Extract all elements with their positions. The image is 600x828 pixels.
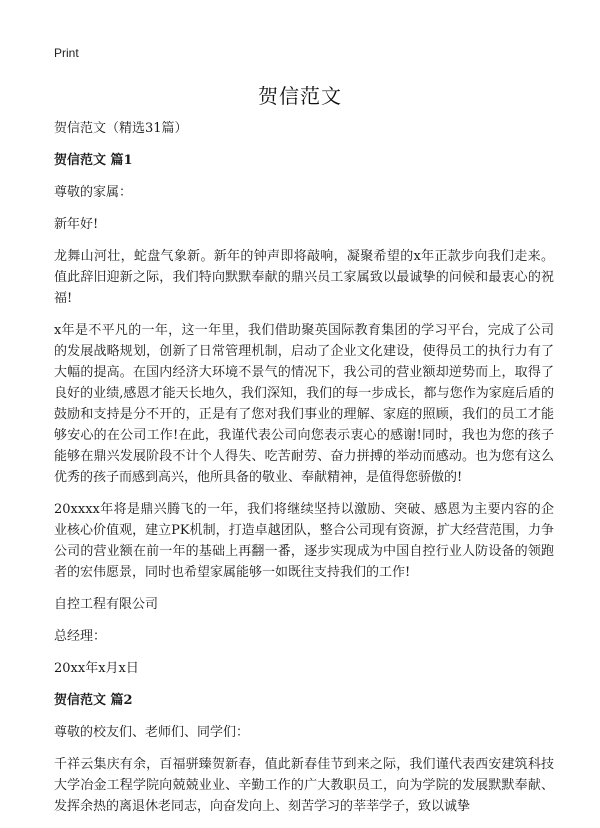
document-title: 贺信范文: [258, 84, 342, 108]
section-heading-2: 贺信范文 篇2: [54, 693, 133, 708]
section-heading-1: 贺信范文 篇1: [54, 153, 133, 168]
document-body: [54, 118, 554, 828]
paragraph-2-1: 千祥云集庆有余，百福骈臻贺新春，值此新春佳节到来之际，我们谨代表西安建筑科技大学冶金工程学院向兢兢业业、辛勤工作的广大教职员工，向为学院的发展默默奉献、发挥余热的离退休老同志，向奋发向上、刻苦学习的莘莘学子，致以诚挚: [54, 757, 554, 814]
print-label: Print: [54, 46, 79, 60]
company-signature: 自控工程有限公司: [54, 597, 159, 612]
greeting-2: 尊敬的校友们、老师们、同学们：: [54, 725, 250, 740]
paragraph-1-3: 20xxxx年将是鼎兴腾飞的一年，我们将继续坚持以激励、突破、感恩为主要内容的企业核心价值观，建立PK机制，打造卓越团队，整合公司现有资源，扩大经营范围，力争公司的营业额在前一年的基础上再翻一番，逐步实现成为中国自控行业人防设备的领跑者的宏伟愿景，同时也希望家属能够一如既往支持我们的工作!: [54, 502, 554, 580]
paragraph-1-2: x年是不平凡的一年，这一年里，我们借助聚英国际教育集团的学习平台，完成了公司的发展战略规划，创新了日常管理机制，启动了企业文化建设，使得员工的执行力有了大幅的提高。在国内经济大环境不景气的情况下，我公司的营业额却逆势而上，取得了良好的业绩,感恩才能天长地久，我们深知，我们的每一步成长，都与您作为家庭后盾的鼓励和支持是分不开的，正是有了您对我们事业的理解、家庭的照顾，我们的员工才能够安心的在公司工作!在此，我谨代表公司向您表示衷心的感谢!同时，我也为您的孩子能够在鼎兴发展阶段不计个人得失、吃苦耐劳、奋力拼搏的举动而感动。也为您有这么优秀的孩子而感到高兴，他所具备的敬业、奉献精神，是值得您骄傲的!: [54, 323, 554, 485]
letter-date: 20xx年x月x日: [54, 661, 139, 676]
greeting-1: 尊敬的家属：: [54, 185, 133, 200]
manager-signature: 总经理：: [54, 629, 107, 644]
document-subtitle: 贺信范文（精选31篇）: [54, 121, 188, 136]
paragraph-1-1: 龙舞山河壮，蛇盘气象新。新年的钟声即将敲响，凝聚希望的x年正款步向我们走来。值此辞旧迎新之际，我们特向默默奉献的鼎兴员工家属致以最诚挚的问候和最衷心的祝福!: [54, 249, 554, 306]
new-year-line: 新年好!: [54, 217, 99, 232]
